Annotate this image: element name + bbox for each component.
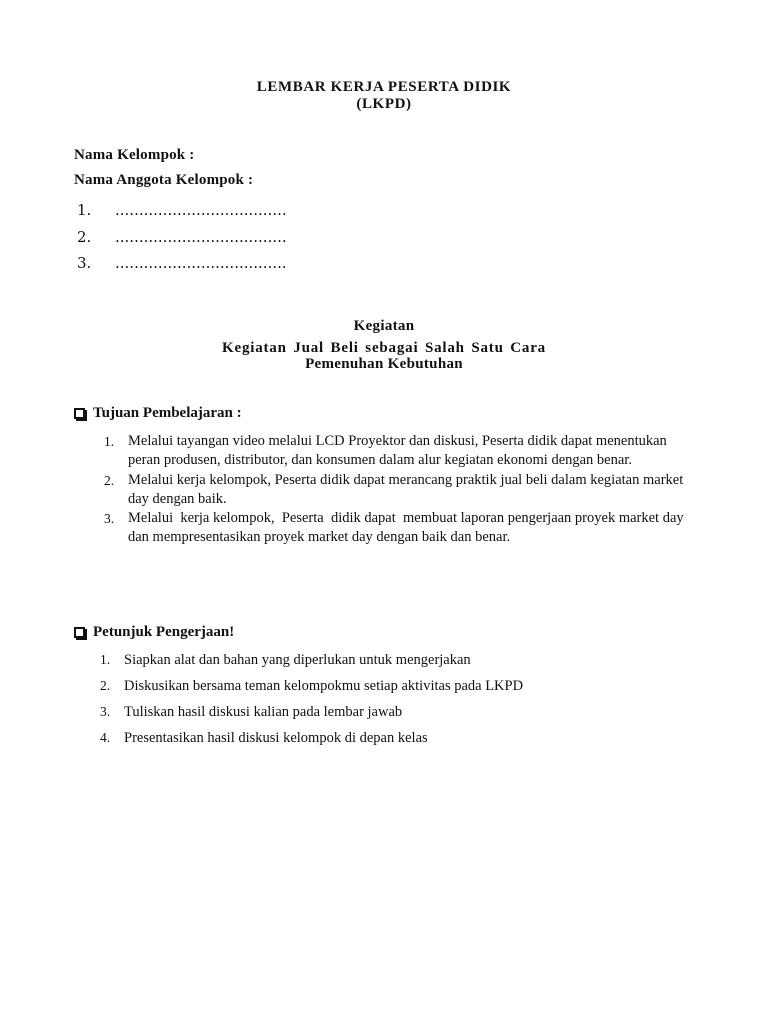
instruction-text: Diskusikan bersama teman kelompokmu setiap aktivitas pada LKPD: [124, 678, 524, 694]
objective-text: Melalui kerja kelompok, Peserta didik dapat membuat laporan pengerjaan proyek market day dan mempresentasikan proyek market day dengan baik dan benar.: [128, 510, 688, 546]
objective-item: [104, 509, 688, 548]
instruction-item: [100, 676, 523, 702]
group-name-label: Nama Kelompok :: [74, 147, 195, 163]
instruction-number: 2.: [100, 678, 111, 693]
objective-text: Melalui tayangan video melalui LCD Proyektor dan diskusi, Peserta didik dapat menentukan peran produsen, distributor, dan konsumen dalam alur kegiatan ekonomi dengan benar.: [128, 433, 667, 469]
checkbox-square-icon: [74, 408, 85, 419]
instruction-number: 4.: [100, 730, 111, 745]
activity-title-line1: Kegiatan Jual Beli sebagai Salah Satu Cara: [222, 340, 546, 356]
activity-title-line2: Pemenuhan Kebutuhan: [305, 356, 463, 372]
member-line: [77, 252, 287, 279]
document-subtitle: (LKPD): [356, 96, 412, 112]
objective-text: Melalui kerja kelompok, Peserta didik dapat merancang praktik jual beli dalam kegiatan market day dengan baik.: [128, 471, 684, 507]
instruction-number: 1.: [100, 652, 111, 667]
objective-number: 2.: [104, 472, 115, 488]
member-blank: ....................................: [115, 254, 287, 272]
instruction-text: Presentasikan hasil diskusi kelompok di depan kelas: [124, 730, 428, 746]
member-number: 2.: [77, 227, 92, 246]
instructions-heading-label: Petunjuk Pengerjaan!: [93, 624, 235, 640]
objectives-heading-label: Tujuan Pembelajaran :: [93, 405, 242, 421]
objective-number: 3.: [104, 511, 115, 527]
member-blank: ....................................: [115, 227, 287, 246]
instruction-number: 3.: [100, 704, 111, 719]
objectives-list: [104, 432, 688, 548]
instructions-list: [100, 650, 523, 754]
instructions-heading: [74, 624, 234, 641]
group-members-label: Nama Anggota Kelompok :: [74, 172, 254, 188]
instruction-item: [100, 650, 523, 676]
member-line: [77, 226, 287, 253]
instruction-item: [100, 728, 523, 754]
member-blank: ....................................: [115, 201, 287, 219]
member-number: 1.: [77, 201, 92, 219]
objectives-heading: [74, 405, 242, 422]
objective-item: [104, 432, 684, 471]
objective-item: [104, 471, 684, 510]
instruction-text: Tuliskan hasil diskusi kalian pada lembar jawab: [124, 704, 403, 720]
member-line: [77, 199, 287, 226]
activity-heading: Kegiatan: [353, 318, 415, 334]
document-title: LEMBAR KERJA PESERTA DIDIK: [256, 79, 512, 95]
objective-number: 1.: [104, 434, 115, 449]
checkbox-square-icon: [74, 627, 85, 638]
instruction-item: [100, 702, 523, 728]
member-number: 3.: [77, 254, 92, 272]
member-list: [77, 199, 287, 279]
instruction-text: Siapkan alat dan bahan yang diperlukan untuk mengerjakan: [124, 652, 471, 668]
